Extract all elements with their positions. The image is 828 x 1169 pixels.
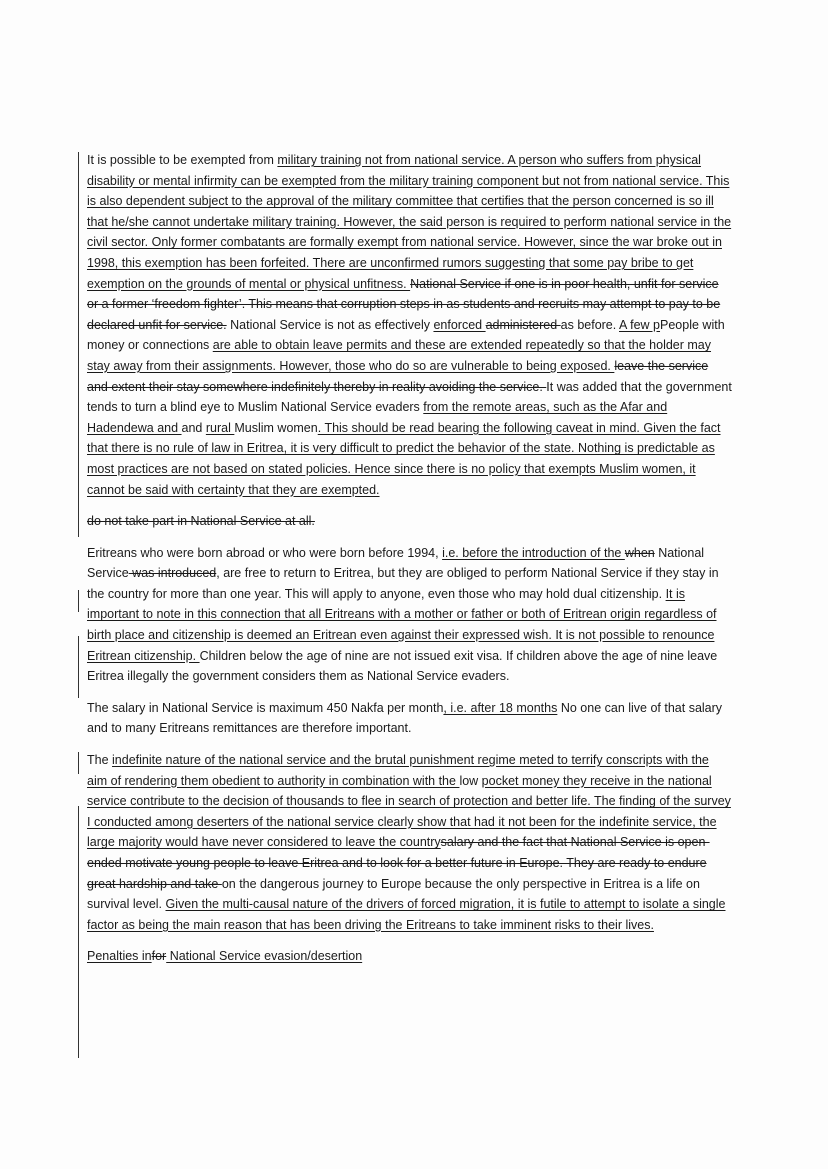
paragraph-salary (87, 698, 732, 739)
deleted-text: for (151, 949, 167, 964)
text-run: , are free to return to Eritrea, but they are obliged to perform National Service if they stay in the country for more than one year. This will apply to anyone, even those who may hold dual citizenship. (87, 566, 719, 601)
text-run: National Service is not as effectively (226, 317, 434, 332)
change-bar (78, 752, 79, 774)
deleted-text: National Service if one is in poor health, unfit for service or a former ‘freedom fighter’. This means that corruption steps in as students and recruits may attempt to pay to be declared unfit for service. (87, 276, 721, 332)
inserted-text: from the remote areas, such as the Afar and Hadendewa and (87, 400, 668, 435)
deleted-text: salary and the fact that National Service is open-ended motivate young people to leave Eritrea and to look for a better future in Europe. They are ready to endure great hardship and take (87, 835, 710, 891)
change-bar (78, 590, 79, 612)
inserted-text: pocket money they receive in the national service contribute to the decision of thousands to flee in search of protection and better life. The finding of the survey I conducted among deserters of the national service clearly show that had it not been for the indefinite service, the large majority would have never considered to leave the country (87, 773, 731, 850)
text-run: Eritreans who were born abroad or who were born before 1994, (87, 545, 443, 560)
change-bar (78, 806, 79, 1058)
paragraph-deleted (87, 511, 732, 532)
deleted-text: leave the service and extent their stay somewhere indefinitely thereby in reality avoiding the service. (87, 358, 709, 394)
text-run: People with money or connections (87, 317, 725, 353)
text-run: Muslim women (234, 420, 318, 435)
deleted-text: do not take part in National Service at all. (87, 514, 315, 529)
text-run: Children below the age of nine are not issued exit visa. If children above the age of nine leave Eritrea illegally the government considers them as National Service evaders. (87, 648, 718, 684)
change-bar (78, 152, 79, 537)
text-run: The (87, 753, 113, 768)
section-heading-penalties (87, 946, 732, 967)
inserted-text: It is important to note in this connection that all Eritreans with a mother or father or both of Eritrean origin regardless of birth place and citizenship is deemed an Eritrean even against their expressed wish. It is not possible to renounce Eritrean citizenship. (87, 586, 717, 663)
inserted-text: are able to obtain leave permits and these are extended repeatedly so that the holder may stay away from their assignments. However, those who do so are vulnerable to being exposed. (87, 338, 712, 373)
text-run: It was added that the government tends to turn a blind eye to Muslim National Service evaders (87, 379, 732, 415)
text-run: on the dangerous journey to Europe because the only perspective in Eritrea is a life on survival level. (87, 876, 700, 912)
text-run: low (459, 773, 482, 788)
change-bar (78, 636, 79, 698)
paragraph-indefinite-nature (87, 750, 732, 935)
text-run: and (181, 420, 206, 435)
paragraph-exemption (87, 150, 732, 500)
inserted-text: military training not from national service. A person who suffers from physical disability or mental infirmity can be exempted from the military training component but not from national service. This is also dependent subject to the approval of the military committee that certifies that the person concerned is so ill that he/she cannot undertake military training. However, the said person is required to perform national service in the civil sector. Only former combatants are formally exempt from national service. However, since the war broke out in 1998, this exemption has been forfeited. There are unconfirmed rumors suggesting that some pay bribe to get exemption on the grounds of mental or physical unfitness. (87, 153, 732, 291)
inserted-text: enforced (433, 317, 486, 332)
inserted-text: i.e. before the introduction of the (442, 545, 625, 560)
inserted-text: National Service evasion/desertion (166, 949, 363, 964)
text-run: No one can live of that salary and to many Eritreans remittances are therefore important. (87, 700, 723, 736)
text-run: It is possible to be exempted from (87, 153, 278, 167)
inserted-text: Penalties in (87, 949, 152, 964)
text-run: The salary in National Service is maximum 450 Nakfa per month (87, 700, 444, 715)
inserted-text: . This should be read bearing the following caveat in mind. Given the fact that there is no rule of law in Eritrea, it is very difficult to predict the behavior of the state. Nothing is predictable as most practices are not based on stated policies. Hence since there is no policy that exempts Muslim women, it cannot be said with certainty that they are exempted. (87, 420, 721, 497)
inserted-text: rural (205, 420, 235, 435)
inserted-text: Given the multi-causal nature of the drivers of forced migration, it is futile to attempt to isolate a single factor as being the main reason that has been driving the Eritreans to take imminent risks to their lives. (87, 897, 726, 932)
text-run: National Service (87, 545, 705, 581)
text-run: as before. (560, 317, 620, 332)
deleted-text: when (624, 545, 655, 560)
deleted-text: administered (485, 317, 561, 332)
paragraph-born-abroad (87, 543, 732, 687)
document-body (87, 150, 732, 978)
inserted-text: , i.e. after 18 months (443, 700, 558, 715)
inserted-text: A few p (619, 317, 661, 332)
inserted-text: indefinite nature of the national service and the brutal punishment regime meted to terrify conscripts with the aim of rendering them obedient to authority in combination with the (87, 753, 709, 788)
deleted-text: was introduced (128, 566, 217, 581)
